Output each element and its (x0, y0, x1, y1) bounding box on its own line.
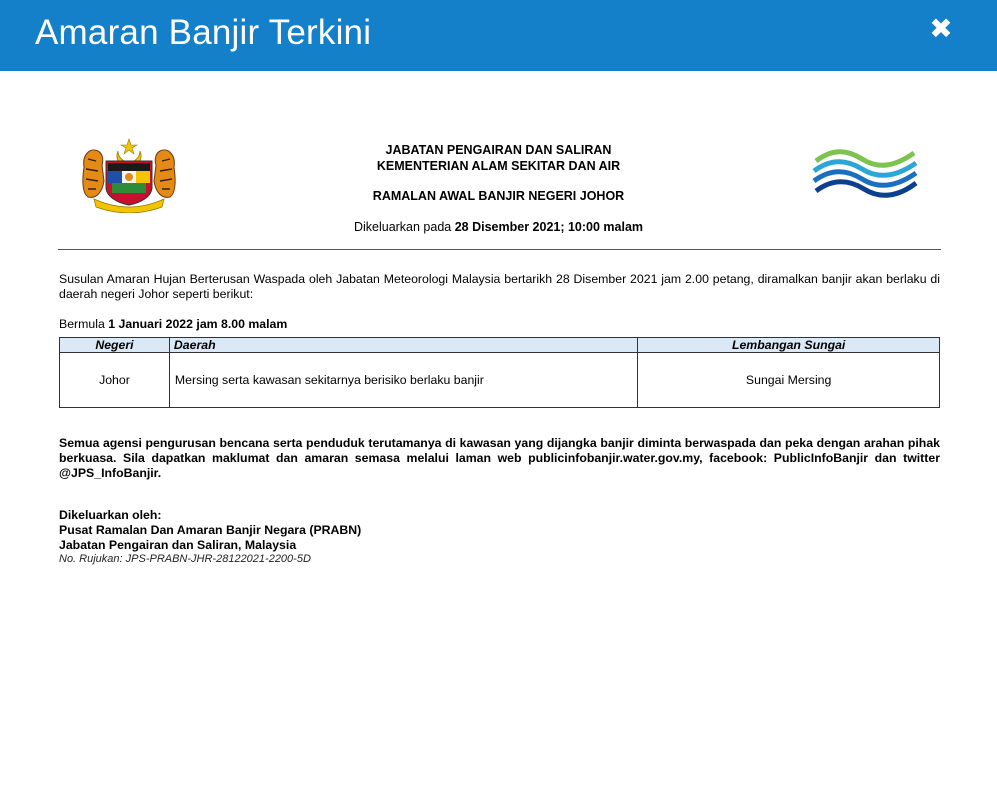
issued-datetime: 28 Disember 2021; 10:00 malam (454, 220, 644, 234)
column-header-negeri: Negeri (60, 338, 170, 353)
close-icon[interactable]: ✖ (929, 12, 953, 45)
reference-number: No. Rujukan: JPS-PRABN-JHR-28122021-2200-5D (59, 553, 311, 565)
column-header-lembangan-sungai: Lembangan Sungai (638, 338, 940, 353)
table-header-row (60, 338, 940, 353)
issuer-centre: Pusat Ramalan Dan Amaran Banjir Negara (PRABN) (59, 523, 362, 537)
forecast-table (59, 337, 940, 408)
issuer-department: Jabatan Pengairan dan Saliran, Malaysia (59, 538, 297, 552)
jata-negara-logo (78, 137, 180, 213)
department-name: JABATAN PENGAIRAN DAN SALIRAN (385, 143, 612, 157)
start-line (59, 317, 287, 331)
forecast-title: RAMALAN AWAL BANJIR NEGERI JOHOR (372, 189, 625, 203)
jps-wave-logo (810, 141, 920, 203)
ministry-name: KEMENTERIAN ALAM SEKITAR DAN AIR (376, 159, 621, 173)
cell-daerah: Mersing serta kawasan sekitarnya berisiko berlaku banjir (169, 353, 637, 408)
cell-lembangan-sungai: Sungai Mersing (638, 353, 940, 408)
column-header-daerah: Daerah (169, 338, 637, 353)
table-row (60, 353, 940, 408)
flood-warning-document (0, 71, 997, 795)
start-prefix: Bermula (59, 317, 109, 331)
advisory-paragraph: Semua agensi pengurusan bencana serta penduduk terutamanya di kawasan yang dijangka banjir diminta berwaspada dan peka dengan arahan pihak berkuasa. Sila dapatkan maklumat dan amaran semasa melalui laman web publicinfobanjir.water.gov.my, facebook: PublicInfoBanjir dan twitter @JPS_InfoBanjir. (59, 436, 940, 480)
modal-title: Amaran Banjir Terkini (35, 13, 372, 52)
header-divider (58, 249, 941, 250)
issued-date-line (250, 220, 747, 234)
issued-prefix: Dikeluarkan pada (353, 220, 455, 234)
issued-by-label: Dikeluarkan oleh: (59, 508, 162, 522)
intro-paragraph: Susulan Amaran Hujan Berterusan Waspada oleh Jabatan Meteorologi Malaysia bertarikh 28 Disember 2021 jam 2.00 petang, diramalkan banjir akan berlaku di daerah negeri Johor seperti berikut: (59, 272, 940, 301)
start-datetime: 1 Januari 2022 jam 8.00 malam (108, 317, 288, 331)
cell-negeri: Johor (60, 353, 170, 408)
modal-header (0, 0, 997, 71)
